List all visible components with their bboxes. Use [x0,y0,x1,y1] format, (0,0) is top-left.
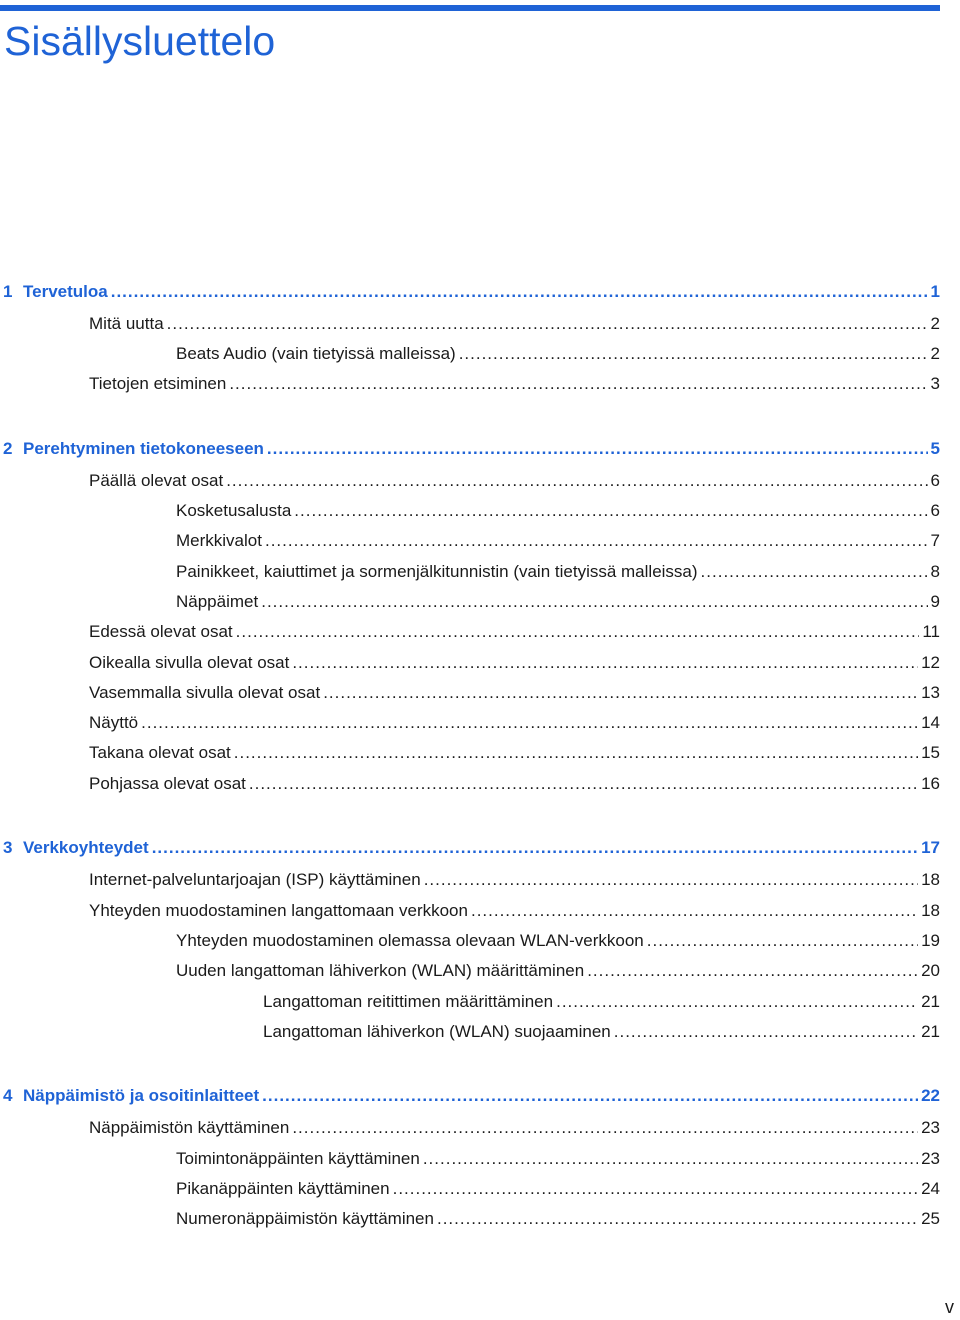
toc-entry-page: 16 [921,774,940,793]
toc-entry-label: Yhteyden muodostaminen olemassa olevaan WLAN-verkkoon [176,931,644,950]
toc-entry[interactable] [89,868,940,892]
toc-entry-page: 18 [921,901,940,920]
toc-entry-label: Numeronäppäimistön käyttäminen [176,1209,434,1228]
toc-entry-page: 23 [921,1149,940,1168]
toc-entry[interactable] [89,681,940,705]
toc-entry-page: 21 [921,1022,940,1041]
toc-entry-page: 21 [921,992,940,1011]
toc-entry[interactable] [263,1020,940,1044]
dot-leader [294,499,927,523]
toc-entry[interactable] [89,651,940,675]
dot-leader [323,681,918,705]
toc-entry-page: 2 [930,344,940,363]
toc-entry-page: 15 [921,743,940,762]
toc-entry[interactable] [89,711,940,735]
toc-entry[interactable] [176,529,940,553]
toc-entry-label: Merkkivalot [176,531,262,550]
toc-entry-page: 23 [921,1118,940,1137]
toc-entry-page: 19 [921,931,940,950]
dot-leader [226,469,927,493]
toc-entry-page: 24 [921,1179,940,1198]
toc-entry-label: Vasemmalla sivulla olevat osat [89,683,321,702]
toc-entry-label: Pikanäppäinten käyttäminen [176,1179,390,1198]
toc-entry-label: Beats Audio (vain tietyissä malleissa) [176,344,456,363]
toc-entry-label: Internet-palveluntarjoajan (ISP) käyttäminen [89,870,421,889]
toc-chapter-number: 2 [3,439,13,458]
toc-entry-page: 9 [930,592,940,611]
dot-leader [261,590,927,614]
toc-entry[interactable] [176,1147,940,1171]
dot-leader [265,529,928,553]
toc-entry-page: 20 [921,961,940,980]
toc-entry-label: Uuden langattoman lähiverkon (WLAN) määrittäminen [176,961,585,980]
toc-entry-page: 5 [930,439,940,458]
toc-entry[interactable] [89,372,940,396]
dot-leader [267,437,928,461]
toc-entry[interactable] [89,772,940,796]
toc-entry[interactable] [89,741,940,765]
dot-leader [234,741,918,765]
toc-entry-label: Painikkeet, kaiuttimet ja sormenjälkitunnistin (vain tietyissä malleissa) [176,562,698,581]
page-title: Sisällysluettelo [4,18,276,64]
toc-chapter[interactable] [3,437,940,461]
dot-leader [292,1116,918,1140]
toc-entry-label: Takana olevat osat [89,743,231,762]
toc-entry-page: 18 [921,870,940,889]
toc-entry[interactable] [263,990,940,1014]
toc-entry-page: 3 [930,374,940,393]
dot-leader [614,1020,918,1044]
dot-leader [236,620,920,644]
dot-leader [647,929,918,953]
toc-entry-page: 12 [921,653,940,672]
toc-entry-page: 8 [930,562,940,581]
toc-entry-label: Perehtyminen tietokoneeseen [23,439,264,458]
toc-entry-label: Verkkoyhteydet [23,838,149,857]
page-number: v [945,1297,954,1317]
dot-leader [437,1207,918,1231]
toc-entry-page: 6 [930,471,940,490]
toc-chapter-number: 3 [3,838,13,857]
dot-leader [423,1147,918,1171]
dot-leader [141,711,918,735]
dot-leader [587,959,918,983]
toc-entry-page: 22 [921,1086,940,1105]
toc-entry[interactable] [176,959,940,983]
toc-entry-page: 1 [930,282,940,301]
toc-entry-label: Kosketusalusta [176,501,292,520]
toc-entry-label: Näppäimet [176,592,259,611]
toc-entry-page: 25 [921,1209,940,1228]
toc-entry[interactable] [176,1207,940,1231]
toc-entry-page: 7 [930,531,940,550]
toc-entry-page: 2 [930,314,940,333]
toc-entry-label: Toimintonäppäinten käyttäminen [176,1149,420,1168]
dot-leader [556,990,918,1014]
toc-entry[interactable] [176,342,940,366]
toc-chapter[interactable] [3,836,940,860]
toc-entry[interactable] [176,929,940,953]
toc-entry-label: Pohjassa olevat osat [89,774,246,793]
toc-entry-page: 6 [930,501,940,520]
toc-entry[interactable] [176,560,940,584]
toc-entry-page: 13 [921,683,940,702]
dot-leader [249,772,918,796]
toc-entry-label: Edessä olevat osat [89,622,233,641]
toc-entry-label: Oikealla sivulla olevat osat [89,653,290,672]
dot-leader [459,342,928,366]
toc-chapter[interactable] [3,280,940,304]
dot-leader [701,560,928,584]
toc-entry-label: Yhteyden muodostaminen langattomaan verkkoon [89,901,468,920]
toc-entry[interactable] [89,620,940,644]
header-rule [0,5,940,11]
toc-entry[interactable] [89,899,940,923]
dot-leader [393,1177,918,1201]
toc-entry[interactable] [89,469,940,493]
toc-entry-label: Langattoman lähiverkon (WLAN) suojaaminen [263,1022,611,1041]
toc-entry-label: Näyttö [89,713,139,732]
toc-entry-label: Tietojen etsiminen [89,374,227,393]
toc-entry[interactable] [176,590,940,614]
toc-entry-page: 14 [921,713,940,732]
toc-entry-label: Näppäimistön käyttäminen [89,1118,290,1137]
toc-entry[interactable] [89,312,940,336]
toc-entry[interactable] [176,499,940,523]
toc-entry-label: Tervetuloa [23,282,108,301]
toc-chapter-number: 1 [3,282,13,301]
toc-entry[interactable] [176,1177,940,1201]
dot-leader [424,868,918,892]
dot-leader [262,1084,918,1108]
dot-leader [111,280,928,304]
dot-leader [229,372,927,396]
toc-entry-page: 11 [922,622,940,641]
toc-entry-page: 17 [921,838,940,857]
toc-entry-label: Näppäimistö ja osoitinlaitteet [23,1086,260,1105]
dot-leader [152,836,918,860]
toc-entry[interactable] [89,1116,940,1140]
toc-entry-label: Mitä uutta [89,314,164,333]
toc-entry-label: Langattoman reitittimen määrittäminen [263,992,554,1011]
dot-leader [167,312,928,336]
dot-leader [471,899,918,923]
toc-chapter[interactable] [3,1084,940,1108]
dot-leader [292,651,918,675]
toc-chapter-number: 4 [3,1086,13,1105]
toc-entry-label: Päällä olevat osat [89,471,224,490]
